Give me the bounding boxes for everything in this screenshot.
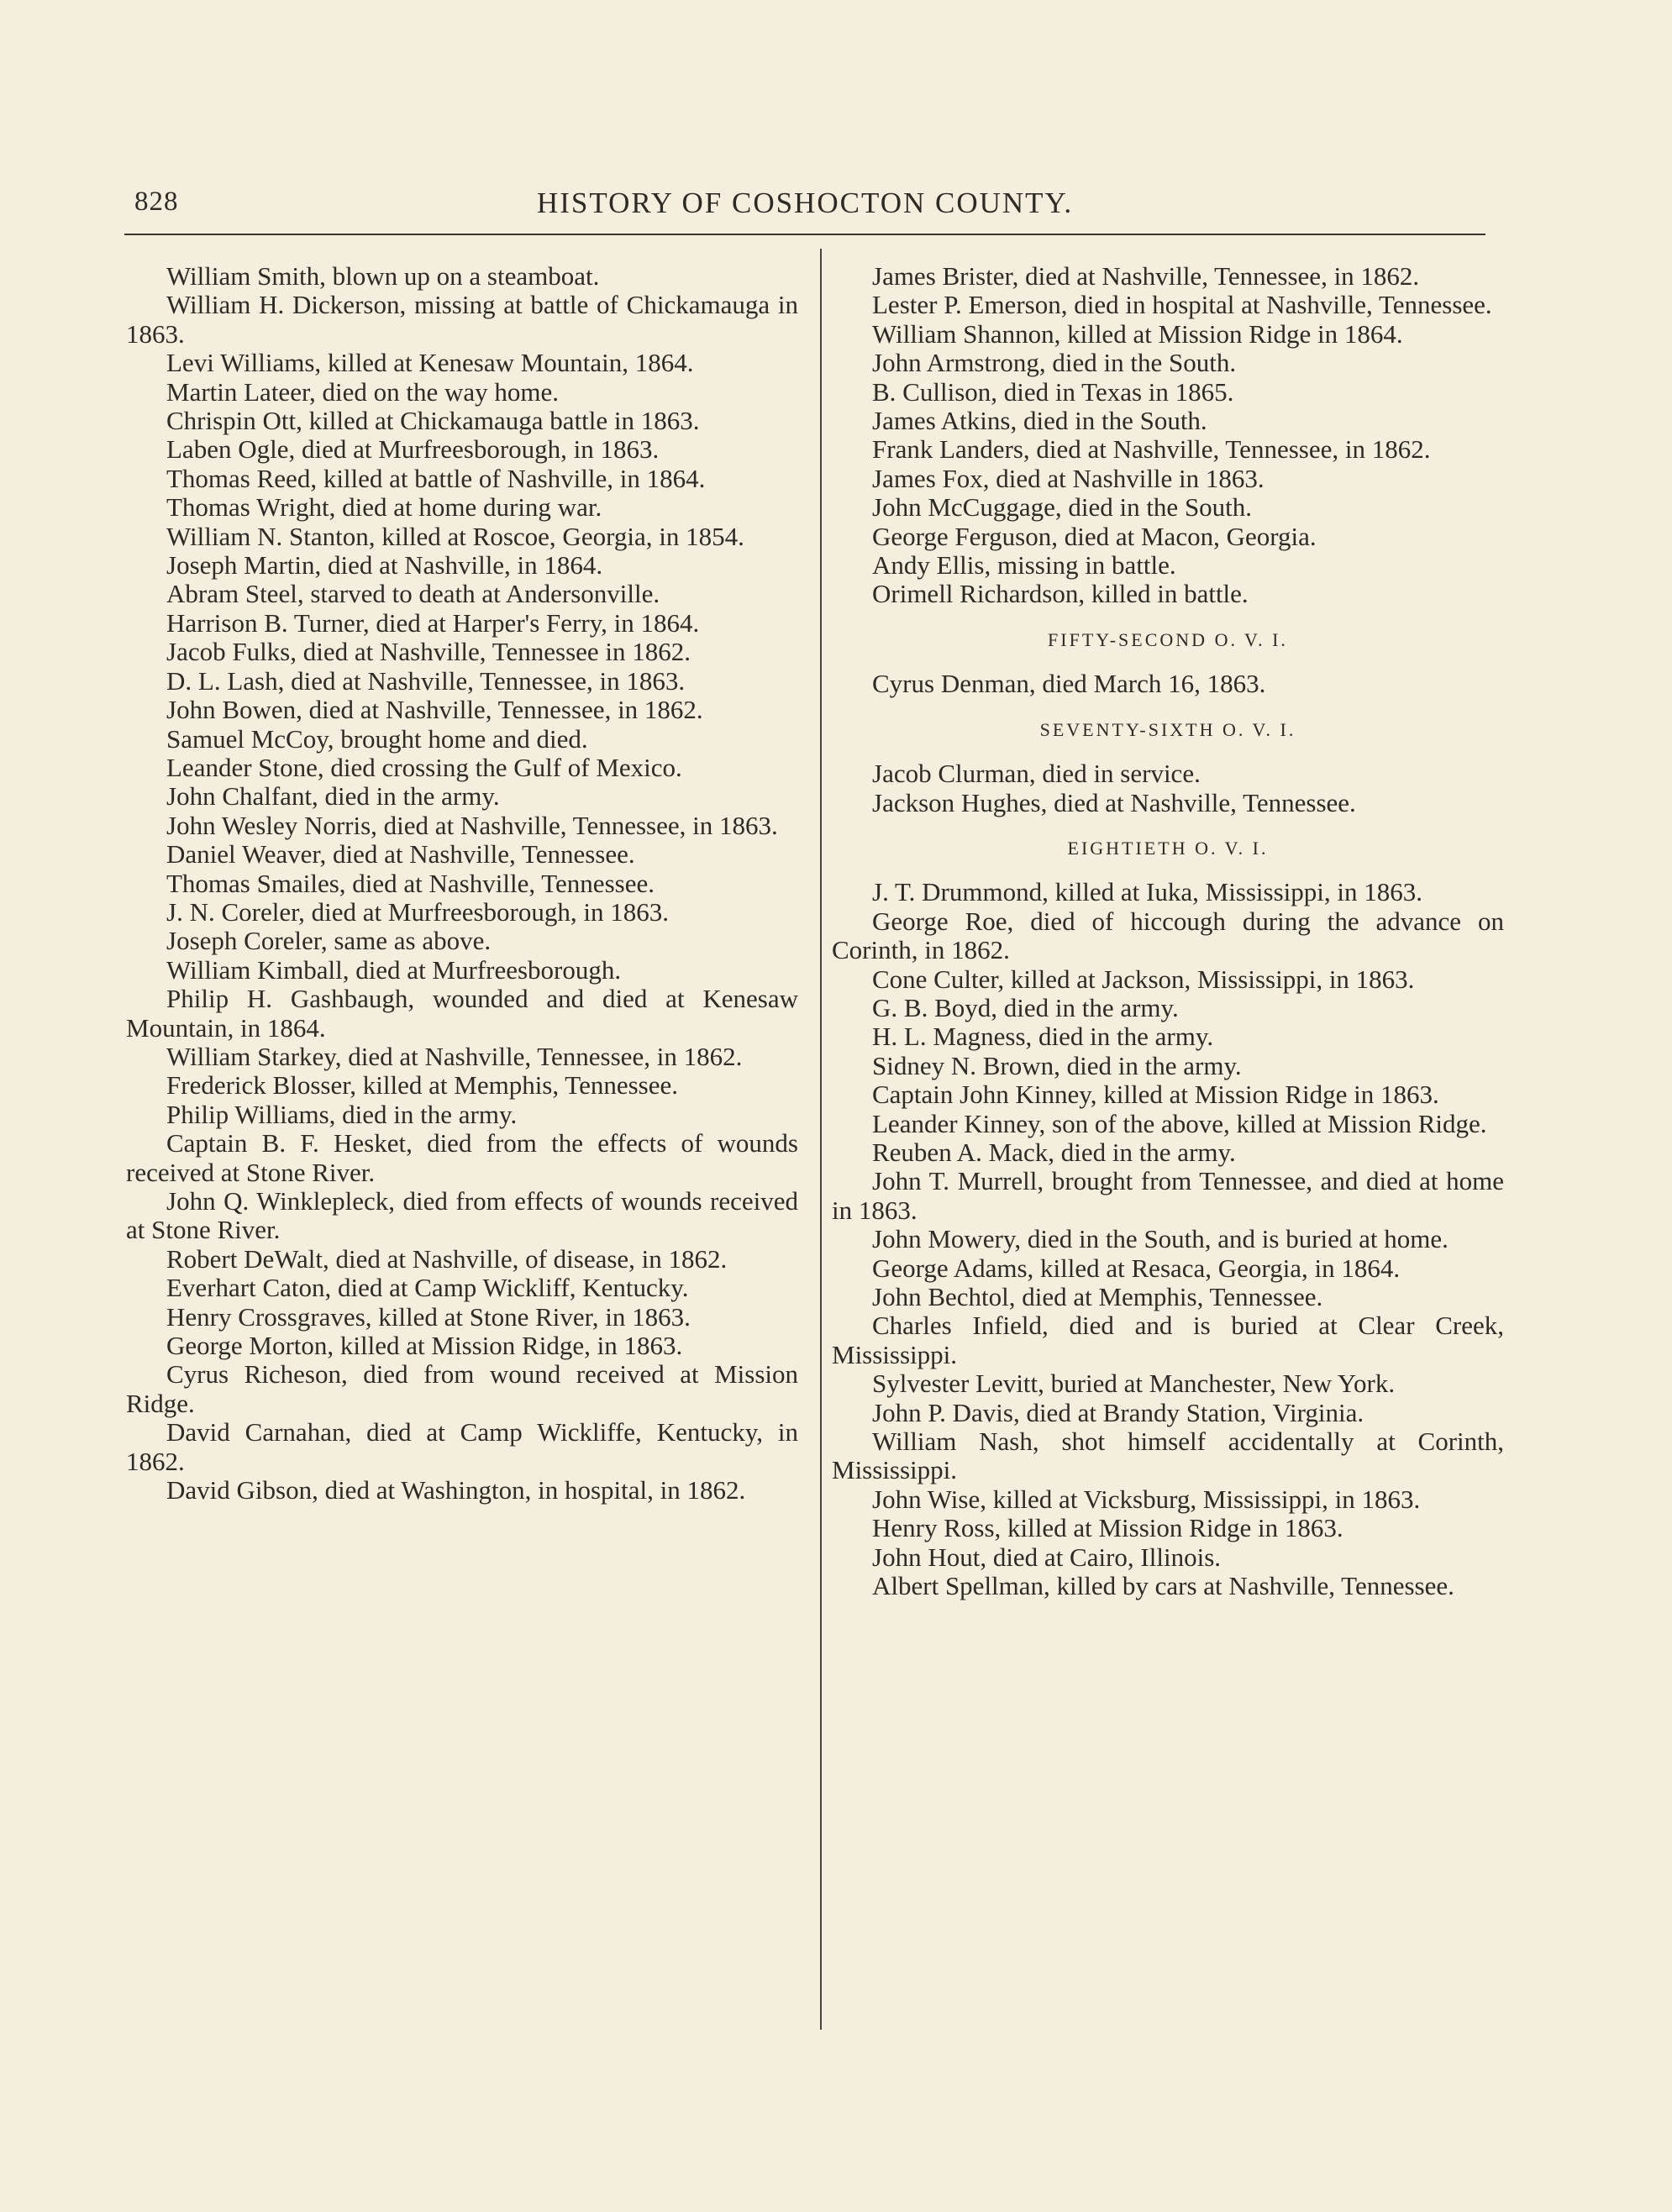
list-item: Cyrus Richeson, died from wound received at Mission Ridge.: [126, 1359, 798, 1418]
list-item: Samuel McCoy, brought home and died.: [166, 723, 588, 754]
list-item: Harrison B. Turner, died at Harper's Ferry, in 1864.: [166, 607, 700, 638]
list-item: Philip H. Gashbaugh, wounded and died at Kenesaw Mountain, in 1864.: [126, 984, 798, 1043]
entries-eightieth: [832, 878, 1504, 1600]
page-header: [124, 187, 1485, 229]
list-item: John Q. Winklepleck, died from effects of wounds received at Stone River.: [126, 1186, 798, 1245]
list-item: J. T. Drummond, killed at Iuka, Mississippi, in 1863.: [872, 877, 1423, 907]
list-item: Joseph Martin, died at Nashville, in 1864.: [166, 550, 603, 581]
list-item: H. L. Magness, died in the army.: [872, 1022, 1214, 1052]
list-item: George Ferguson, died at Macon, Georgia.: [872, 521, 1317, 551]
list-item: Levi Williams, killed at Kenesaw Mountain, 1864.: [166, 348, 694, 378]
right-column: [832, 262, 1504, 1600]
list-item: Jacob Clurman, died in service.: [872, 759, 1201, 789]
list-item: Sylvester Levitt, buried at Manchester, New York.: [872, 1369, 1396, 1399]
list-item: Thomas Smailes, died at Nashville, Tennessee.: [166, 868, 655, 898]
list-item: William Nash, shot himself accidentally at Corinth, Mississippi.: [832, 1427, 1504, 1485]
list-item: George Adams, killed at Resaca, Georgia, in 1864.: [872, 1253, 1401, 1283]
list-item: Jackson Hughes, died at Nashville, Tennessee.: [872, 787, 1356, 817]
list-item: Henry Crossgraves, killed at Stone River, in 1863.: [166, 1301, 691, 1332]
header-rule: [124, 234, 1485, 235]
list-item: Daniel Weaver, died at Nashville, Tennessee.: [166, 839, 635, 870]
list-item: William Shannon, killed at Mission Ridge in 1864.: [872, 318, 1403, 349]
list-item: John Bowen, died at Nashville, Tennessee, in 1862.: [166, 695, 703, 725]
list-item: David Carnahan, died at Camp Wickliffe, Kentucky, in 1862.: [126, 1417, 798, 1476]
list-item: James Fox, died at Nashville in 1863.: [872, 463, 1265, 493]
list-item: Albert Spellman, killed by cars at Nashville, Tennessee.: [872, 1571, 1454, 1601]
list-item: Robert DeWalt, died at Nashville, of disease, in 1862.: [166, 1243, 728, 1274]
list-item: Everhart Caton, died at Camp Wickliff, Kentucky.: [166, 1273, 689, 1303]
list-item: George Roe, died of hiccough during the advance on Corinth, in 1862.: [832, 906, 1504, 965]
list-item: John T. Murrell, brought from Tennessee, and died at home in 1863.: [832, 1166, 1504, 1225]
list-item: Jacob Fulks, died at Nashville, Tennessee in 1862.: [166, 637, 691, 667]
list-item: Laben Ogle, died at Murfreesborough, in 1863.: [166, 434, 660, 465]
list-item: Martin Lateer, died on the way home.: [166, 376, 560, 407]
list-item: William H. Dickerson, missing at battle of Chickamauga in 1863.: [126, 290, 798, 349]
list-item: Frank Landers, died at Nashville, Tennessee, in 1862.: [872, 434, 1431, 465]
running-title: HISTORY OF COSHOCTON COUNTY.: [536, 187, 1074, 219]
list-item: Chrispin Ott, killed at Chickamauga battle in 1863.: [166, 406, 700, 436]
list-item: John Mowery, died in the South, and is buried at home.: [872, 1224, 1449, 1254]
list-item: Cone Culter, killed at Jackson, Mississippi, in 1863.: [872, 964, 1415, 994]
list-item: Captain B. F. Hesket, died from the effects of wounds received at Stone River.: [126, 1128, 798, 1187]
list-item: John Armstrong, died in the South.: [872, 348, 1237, 378]
list-item: John McCuggage, died in the South.: [872, 492, 1253, 523]
page-number: 828: [134, 187, 179, 217]
section-heading-eightieth: EIGHTIETH O. V. I.: [1067, 837, 1269, 859]
entries-fifty-second: [832, 670, 1504, 698]
list-item: John Wesley Norris, died at Nashville, Tennessee, in 1863.: [166, 810, 778, 840]
list-item: Philip Williams, died in the army.: [166, 1099, 518, 1129]
list-item: James Atkins, died in the South.: [872, 406, 1207, 436]
list-item: D. L. Lash, died at Nashville, Tennessee, in 1863.: [166, 665, 686, 696]
list-item: Sidney N. Brown, died in the army.: [872, 1050, 1242, 1080]
list-item: William Kimball, died at Murfreesborough.: [166, 954, 622, 985]
list-item: George Morton, killed at Mission Ridge, in 1863.: [166, 1331, 683, 1361]
entries-top: [832, 262, 1504, 609]
list-item: Reuben A. Mack, died in the army.: [872, 1137, 1236, 1167]
list-item: William Starkey, died at Nashville, Tennessee, in 1862.: [166, 1041, 743, 1071]
list-item: Joseph Coreler, same as above.: [166, 926, 492, 956]
list-item: John P. Davis, died at Brandy Station, Virginia.: [872, 1397, 1364, 1427]
list-item: Orimell Richardson, killed in battle.: [872, 579, 1249, 609]
list-item: G. B. Boyd, died in the army.: [872, 992, 1179, 1022]
list-item: Leander Kinney, son of the above, killed at Mission Ridge.: [872, 1108, 1487, 1138]
list-item: Andy Ellis, missing in battle.: [872, 550, 1176, 581]
list-item: Thomas Wright, died at home during war.: [166, 492, 602, 523]
list-item: David Gibson, died at Washington, in hospital, in 1862.: [166, 1475, 746, 1505]
list-item: John Wise, killed at Vicksburg, Mississippi, in 1863.: [872, 1484, 1421, 1514]
list-item: John Chalfant, died in the army.: [166, 781, 500, 812]
list-item: William Smith, blown up on a steamboat.: [166, 261, 600, 291]
list-item: Abram Steel, starved to death at Andersonville.: [166, 579, 660, 609]
section-heading-seventy-sixth: SEVENTY-SIXTH O. V. I.: [1039, 718, 1296, 740]
list-item: J. N. Coreler, died at Murfreesborough, in 1863.: [166, 896, 669, 927]
list-item: John Hout, died at Cairo, Illinois.: [872, 1542, 1222, 1572]
list-item: Frederick Blosser, killed at Memphis, Tennessee.: [166, 1070, 678, 1101]
left-column: [126, 262, 798, 1505]
list-item: John Bechtol, died at Memphis, Tennessee.: [872, 1282, 1323, 1311]
list-item: James Brister, died at Nashville, Tennessee, in 1862.: [872, 261, 1420, 291]
section-heading-fifty-second: FIFTY-SECOND O. V. I.: [1048, 628, 1288, 650]
list-item: B. Cullison, died in Texas in 1865.: [872, 376, 1234, 407]
list-item: Charles Infield, died and is buried at Clear Creek, Mississippi.: [832, 1311, 1504, 1369]
list-item: Thomas Reed, killed at battle of Nashville, in 1864.: [166, 463, 706, 493]
list-item: Leander Stone, died crossing the Gulf of Mexico.: [166, 752, 682, 782]
list-item: Cyrus Denman, died March 16, 1863.: [872, 669, 1266, 699]
entries-seventy-sixth: [832, 759, 1504, 817]
list-item: Henry Ross, killed at Mission Ridge in 1863.: [872, 1513, 1343, 1543]
list-item: William N. Stanton, killed at Roscoe, Georgia, in 1854.: [166, 521, 744, 551]
list-item: Lester P. Emerson, died in hospital at Nashville, Tennessee.: [872, 290, 1492, 320]
list-item: Captain John Kinney, killed at Mission Ridge in 1863.: [872, 1080, 1439, 1110]
